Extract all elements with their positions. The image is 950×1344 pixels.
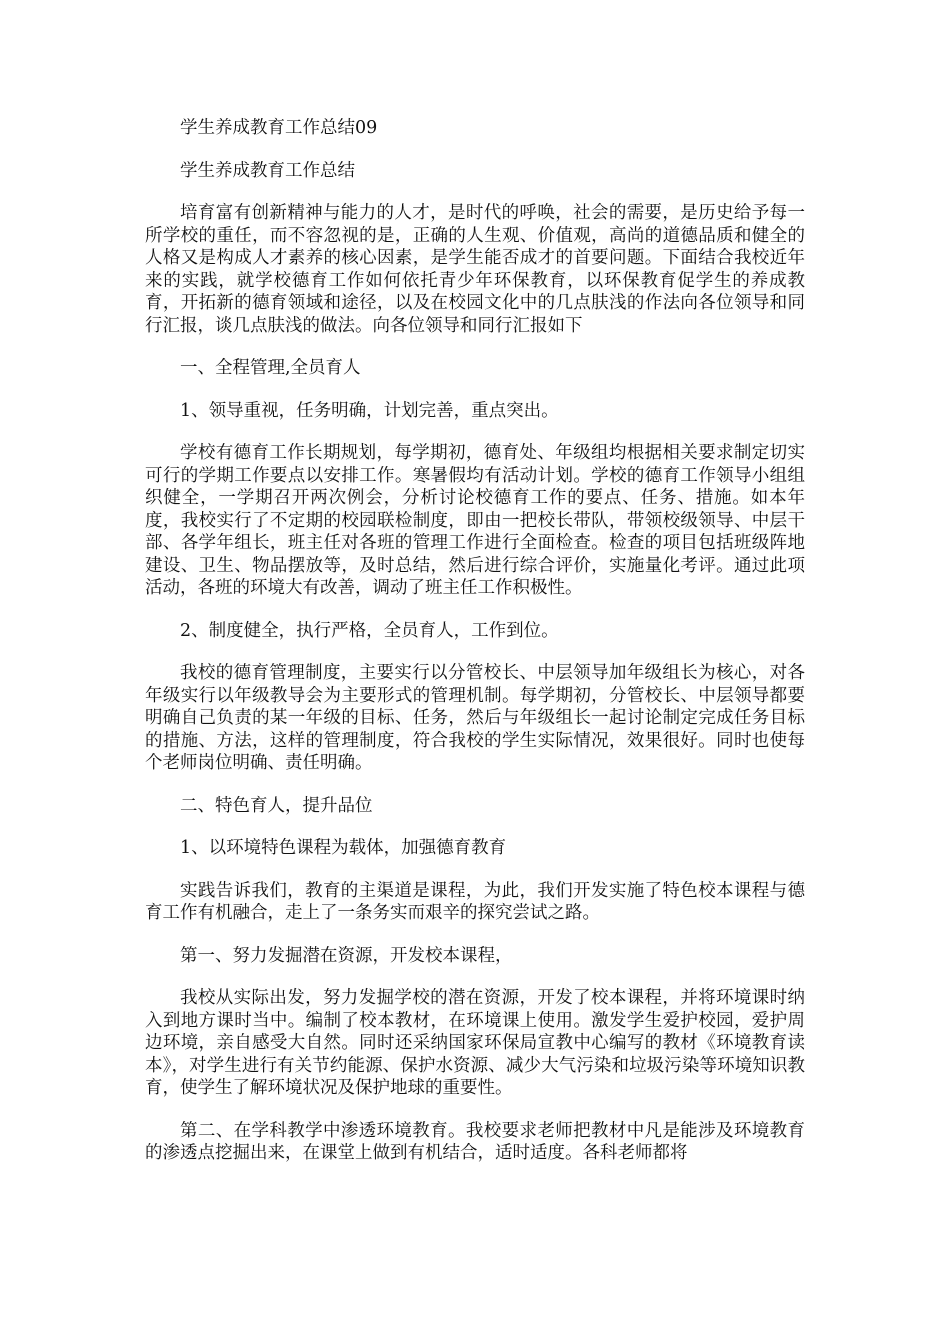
paragraph-curriculum: 实践告诉我们，教育的主渠道是课程，为此，我们开发实施了特色校本课程与德育工作有机融合，走上了一条务实而艰辛的探究尝试之路。	[145, 880, 805, 923]
paragraph-management: 我校的德育管理制度，主要实行以分管校长、中层领导加年级组长为核心，对各年级实行以年级教导会为主要形式的管理机制。每学期初，分管校长、中层领导都要明确自己负责的某一年级的目标、任务，然后与年级组长一起讨论制定完成任务目标的措施、方法，这样的管理制度，符合我校的学生实际情况，效果很好。同时也使每个老师岗位明确、责任明确。	[145, 663, 805, 773]
subsection-heading-2-1: 1、以环境特色课程为载体，加强德育教育	[180, 838, 507, 858]
section-heading-1: 一、全程管理,全员育人	[180, 358, 361, 378]
point-heading-1: 第一、努力发掘潜在资源，开发校本课程，	[180, 945, 513, 966]
document-subtitle: 学生养成教育工作总结	[180, 160, 355, 181]
section-heading-2: 二、特色育人，提升品位	[180, 795, 373, 816]
paragraph-school-resources: 我校从实际出发，努力发掘学校的潜在资源，开发了校本课程，并将环境课时纳入到地方课时当中。编制了校本教材，在环境课上使用。激发学生爱护校园，爱护周边环境，亲自感受大自然。同时还采纳国家环保局宣教中心编写的教材《环境教育读本》，对学生进行有关节约能源、保护水资源、减少大气污染和垃圾污染等环境知识教育，使学生了解环境状况及保护地球的重要性。	[145, 988, 805, 1098]
paragraph-subject-teaching: 第二、在学科教学中渗透环境教育。我校要求老师把教材中凡是能涉及环境教育的渗透点挖掘出来，在课堂上做到有机结合，适时适度。各科老师都将	[145, 1120, 805, 1163]
subsection-heading-1-1: 1、领导重视，任务明确，计划完善，重点突出。	[180, 400, 559, 421]
subsection-heading-1-2: 2、制度健全，执行严格，全员育人，工作到位。	[180, 620, 559, 641]
paragraph-intro: 培育富有创新精神与能力的人才，是时代的呼唤，社会的需要，是历史给予每一所学校的重任，而不容忽视的是，正确的人生观、价值观，高尚的道德品质和健全的人格又是构成人才素养的核心因素，是学生能否成才的首要问题。下面结合我校近年来的实践，就学校德育工作如何依托青少年环保教育，以环保教育促学生的养成教育，开拓新的德育领域和途径，以及在校园文化中的几点肤浅的作法向各位领导和同行汇报，谈几点肤浅的做法。向各位领导和同行汇报如下	[145, 203, 805, 336]
document-title: 学生养成教育工作总结09	[180, 118, 378, 138]
paragraph-planning: 学校有德育工作长期规划，每学期初，德育处、年级组均根据相关要求制定切实可行的学期工作要点以安排工作。寒暑假均有活动计划。学校的德育工作领导小组组织健全，一学期召开两次例会，分析讨论校德育工作的要点、任务、措施。如本年度，我校实行了不定期的校园联检制度，即由一把校长带队，带领校级领导、中层干部、各学年组长，班主任对各班的管理工作进行全面检查。检查的项目包括班级阵地建设、卫生、物品摆放等，及时总结，然后进行综合评价，实施量化考评。通过此项活动，各班的环境大有改善，调动了班主任工作积极性。	[145, 443, 805, 598]
document-page	[145, 117, 805, 1165]
